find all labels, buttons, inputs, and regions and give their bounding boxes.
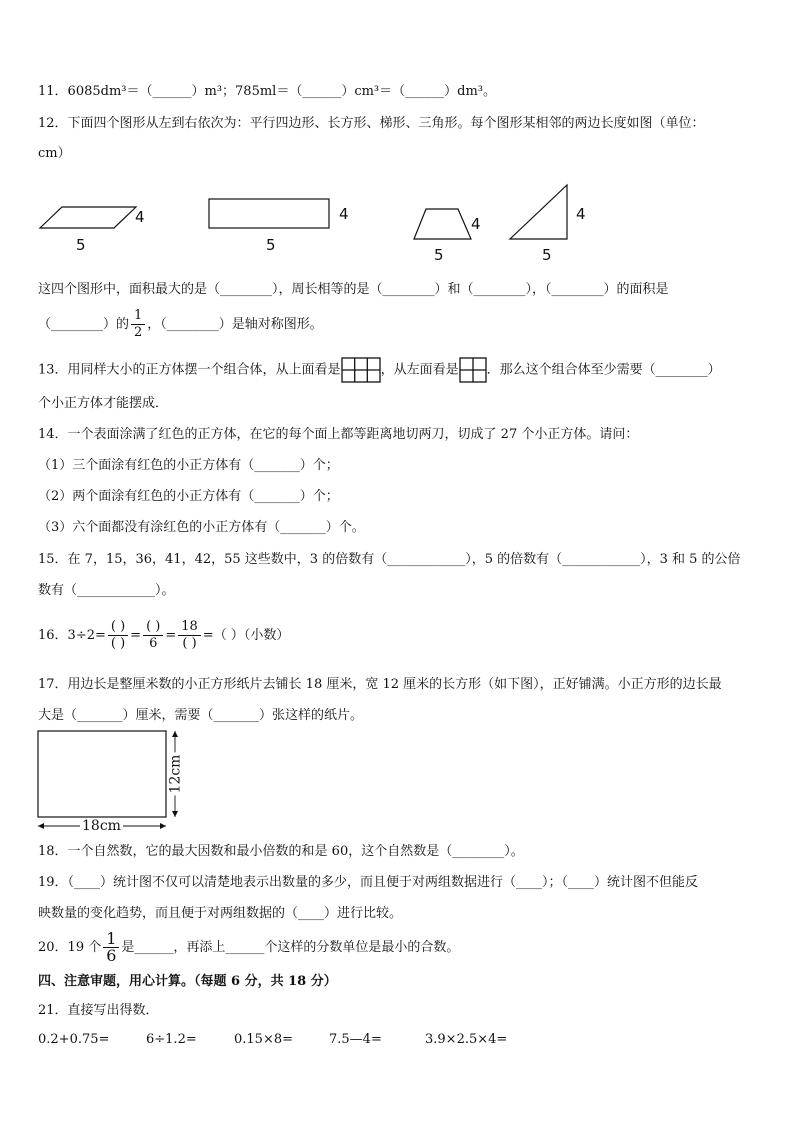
- section-title: 四、注意审题，用心计算。（每题 6 分，共 18 分）: [38, 974, 337, 989]
- question-20: [38, 928, 459, 968]
- rectangle-base-label: 5: [266, 236, 276, 254]
- question-18: [38, 842, 524, 862]
- equals-sign: =: [165, 628, 177, 643]
- parallelogram-base-label: 5: [76, 236, 86, 254]
- question-number: 19．: [38, 875, 68, 890]
- question-text: =（ ）（小数）: [202, 628, 290, 643]
- question-number: 11．: [38, 84, 68, 99]
- question-text: 19 个: [67, 940, 102, 955]
- trapezoid-side-label: 4: [471, 215, 481, 233]
- fraction-numerator: ( ): [143, 619, 163, 636]
- trapezoid-base-label: 5: [434, 246, 444, 264]
- question-text: 在 7，15，36，41，42，55 这些数中，3 的倍数有（____________），5 的倍数有（____________），3 和 5 的公倍: [67, 552, 741, 567]
- question-text: 大是（_______）厘米，需要（_______）张这样的纸片。: [38, 708, 364, 723]
- fraction-one-sixth: [103, 931, 119, 964]
- question-number: 17．: [38, 677, 68, 692]
- question-text: 一个表面涂满了红色的正方体，在它的每个面上都等距离地切两刀，切成了 27 个小正方体。请问：: [67, 427, 639, 442]
- width-label: 18cm: [82, 818, 121, 834]
- fraction-numerator: 18: [178, 619, 201, 636]
- question-text: 3÷2=: [67, 628, 106, 643]
- height-label: 12cm: [167, 754, 184, 794]
- question-text: 是______，再添上______个这样的分数单位是最小的合数。: [121, 940, 460, 955]
- question-19: [38, 873, 698, 893]
- question-19-line2: [38, 904, 402, 924]
- question-text: 映数量的变化趋势，而且便于对两组数据的（____）进行比较。: [38, 906, 403, 921]
- question-text: ，从左面看是: [380, 362, 459, 378]
- question-21: [38, 1001, 159, 1021]
- question-number: 21．: [38, 1003, 68, 1018]
- fraction-numerator: 1: [103, 931, 119, 948]
- question-number: 14．: [38, 427, 68, 442]
- calc-item: 6÷1.2=: [146, 1032, 197, 1047]
- question-text: 一个自然数，它的最大因数和最小倍数的和是 60，这个自然数是（________）。: [67, 844, 524, 859]
- question-text: （1）三个面涂有红色的小正方体有（_______）个；: [38, 458, 339, 473]
- question-text: （3）六个面都没有涂红色的小正方体有（_______）个。: [38, 520, 365, 535]
- question-text: 用边长是整厘米数的小正方形纸片去铺长 18 厘米，宽 12 厘米的长方形（如下图），正好铺满。小正方形的边长最: [67, 677, 722, 692]
- question-text: cm）: [38, 146, 71, 161]
- question-number: 16．: [38, 628, 68, 643]
- calc-item: 7.5—4=: [329, 1032, 382, 1047]
- triangle-side-label: 4: [576, 205, 586, 223]
- question-text: 直接写出得数．: [67, 1003, 159, 1018]
- calc-item: 0.2+0.75=: [38, 1032, 110, 1047]
- question-number: 13．: [38, 362, 68, 378]
- question-number: 15．: [38, 552, 68, 567]
- fraction-denominator: 6: [106, 946, 117, 965]
- question-text: （________）的: [38, 317, 130, 332]
- triangle-base-label: 5: [542, 246, 552, 264]
- question-number: 20．: [38, 940, 68, 955]
- calc-item: 3.9×2.5×4=: [425, 1032, 508, 1047]
- question-text: 这四个图形中，面积最大的是（________），周长相等的是（________）和（________），（________）的面积是: [38, 282, 669, 297]
- section-heading: [38, 972, 337, 992]
- fraction-denominator: ( ): [182, 636, 197, 651]
- fraction-numerator: ( ): [108, 619, 128, 636]
- question-text: 数有（____________）。: [38, 583, 175, 598]
- question-text: 个小正方体才能摆成．: [38, 396, 169, 411]
- question-number: 18．: [38, 844, 68, 859]
- question-text: 用同样大小的正方体摆一个组合体，从上面看是: [67, 362, 341, 378]
- fraction-denominator: 2: [134, 325, 143, 340]
- fraction-denominator: 6: [149, 636, 158, 651]
- question-text: ．那么这个组合体至少需要（________）: [486, 362, 721, 378]
- question-text: ，（________）是轴对称图形。: [147, 317, 323, 332]
- parallelogram-side-label: 4: [135, 208, 145, 226]
- fraction-numerator: 1: [131, 308, 145, 325]
- question-number: 12．: [38, 116, 68, 131]
- question-text: 下面四个图形从左到右依次为：平行四边形、长方形、梯形、三角形。每个图形某相邻的两边长度如图（单位：: [67, 116, 705, 131]
- rectangle-side-label: 4: [339, 205, 349, 223]
- question-text: 6085dm³＝（______）m³；785ml＝（______）cm³＝（______）dm³。: [67, 84, 497, 99]
- fraction-denominator: ( ): [110, 636, 126, 651]
- calc-item: 0.15×8=: [234, 1032, 294, 1047]
- question-text: （2）两个面涂有红色的小正方体有（_______）个；: [38, 489, 339, 504]
- equals-sign: =: [130, 628, 142, 643]
- question-text: （____）统计图不仅可以清楚地表示出数量的多少，而且便于对两组数据进行（____）；（____）统计图不但能反: [67, 875, 699, 890]
